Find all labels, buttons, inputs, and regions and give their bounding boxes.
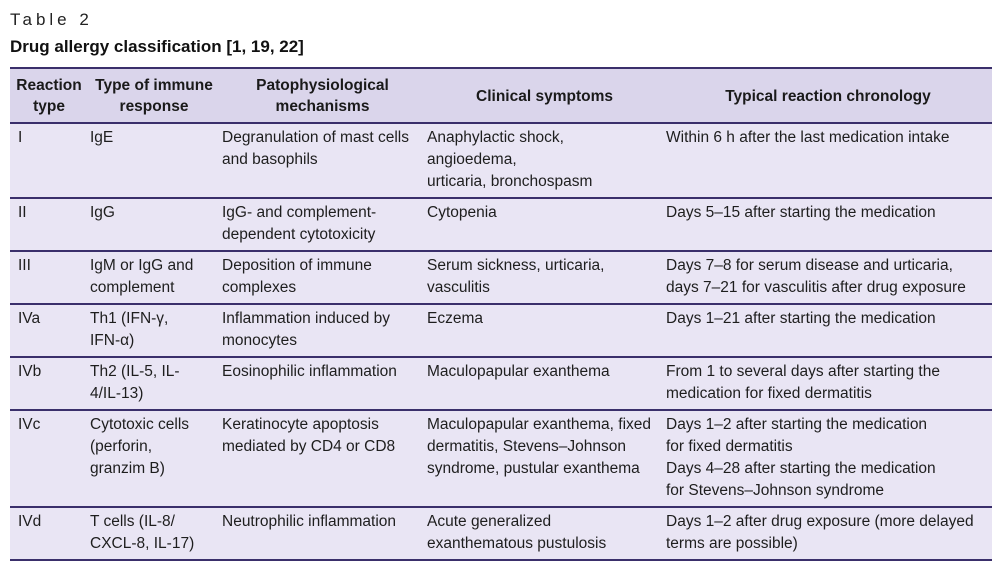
cell-reaction-type <box>10 507 88 560</box>
table-row <box>10 410 992 507</box>
column-header-chronology <box>664 68 992 123</box>
cell-text-line: Th1 (IFN-γ, <box>90 310 169 327</box>
cell-chronology <box>664 507 992 560</box>
cell-text-line: Within 6 h after the last medication intake <box>666 129 950 146</box>
cell-text-line: IgM or IgG and <box>90 257 194 274</box>
cell-immune-response <box>88 410 220 507</box>
table-row <box>10 507 992 560</box>
cell-chronology <box>664 357 992 410</box>
column-header-clinical-symptoms <box>425 68 664 123</box>
cell-text-line: IgE <box>90 129 114 146</box>
cell-chronology <box>664 123 992 198</box>
cell-reaction-type <box>10 123 88 198</box>
cell-text-line: for fixed dermatitis <box>666 438 793 455</box>
cell-text-line: mediated by CD4 or CD8 <box>222 438 396 455</box>
cell-text-line: III <box>18 257 31 274</box>
cell-text-line: Acute generalized <box>427 513 552 530</box>
cell-text-line: Serum sickness, urticaria, <box>427 257 605 274</box>
cell-text-line: Inflammation induced by <box>222 310 391 327</box>
cell-reaction-type <box>10 410 88 507</box>
cell-text-line: dermatitis, Stevens–Johnson <box>427 438 627 455</box>
cell-mechanisms <box>220 410 425 507</box>
cell-text-line: Eczema <box>427 310 483 327</box>
header-text-line: Type of immune <box>95 77 213 94</box>
cell-text-line: granzim B) <box>90 460 165 477</box>
header-text-line: Clinical symptoms <box>476 87 613 105</box>
cell-mechanisms <box>220 251 425 304</box>
cell-text-line: Days 5–15 after starting the medication <box>666 204 936 221</box>
cell-text-line: From 1 to several days after starting the <box>666 363 940 380</box>
column-header-immune-response <box>88 68 220 123</box>
cell-text-line: Eosinophilic inflammation <box>222 363 397 380</box>
cell-chronology <box>664 198 992 251</box>
column-header-reaction-type <box>10 68 88 123</box>
cell-text-line: complexes <box>222 279 297 296</box>
cell-clinical-symptoms <box>425 304 664 357</box>
cell-chronology <box>664 304 992 357</box>
cell-chronology <box>664 410 992 507</box>
cell-text-line: dependent cytotoxicity <box>222 226 376 243</box>
cell-text-line: Cytotoxic cells <box>90 416 190 433</box>
table-row <box>10 123 992 198</box>
header-text-line: mechanisms <box>275 98 370 115</box>
cell-text-line: Days 1–2 after drug exposure (more delayed <box>666 513 974 530</box>
cell-text-line: II <box>18 204 27 221</box>
cell-text-line: IVa <box>18 310 41 327</box>
cell-reaction-type <box>10 198 88 251</box>
cell-text-line: Keratinocyte apoptosis <box>222 416 379 433</box>
cell-immune-response <box>88 198 220 251</box>
cell-text-line: IFN-α) <box>90 332 135 349</box>
cell-text-line: monocytes <box>222 332 297 349</box>
cell-text-line: (perforin, <box>90 438 153 455</box>
cell-text-line: Days 1–21 after starting the medication <box>666 310 936 327</box>
header-text-line: response <box>119 98 189 115</box>
cell-text-line: IgG <box>90 204 115 221</box>
cell-clinical-symptoms <box>425 410 664 507</box>
table-row <box>10 198 992 251</box>
column-header-mechanisms <box>220 68 425 123</box>
table-body <box>10 123 992 560</box>
cell-text-line: syndrome, pustular exanthema <box>427 460 640 477</box>
cell-clinical-symptoms <box>425 123 664 198</box>
cell-text-line: urticaria, bronchospasm <box>427 173 593 190</box>
cell-text-line: Neutrophilic inflammation <box>222 513 397 530</box>
cell-text-line: for Stevens–Johnson syndrome <box>666 482 884 499</box>
cell-text-line: Anaphylactic shock, angioedema, <box>427 129 564 168</box>
cell-text-line: Days 7–8 for serum disease and urticaria, <box>666 257 953 274</box>
cell-immune-response <box>88 507 220 560</box>
cell-mechanisms <box>220 507 425 560</box>
cell-text-line: IgG- and complement- <box>222 204 377 221</box>
cell-text-line: exanthematous pustulosis <box>427 535 607 552</box>
drug-allergy-table <box>10 67 992 561</box>
cell-text-line: Cytopenia <box>427 204 497 221</box>
cell-text-line: and basophils <box>222 151 318 168</box>
cell-text-line: Days 4–28 after starting the medication <box>666 460 936 477</box>
cell-reaction-type <box>10 251 88 304</box>
header-text-line: Reaction <box>16 77 82 94</box>
cell-text-line: 4/IL-13) <box>90 385 144 402</box>
header-text-line: type <box>33 98 65 115</box>
cell-text-line: Deposition of immune <box>222 257 372 274</box>
cell-text-line: CXCL-8, IL-17) <box>90 535 195 552</box>
table-title: Drug allergy classification [1, 19, 22] <box>10 37 304 56</box>
table-row <box>10 304 992 357</box>
table-header-row <box>10 68 992 123</box>
cell-text-line: IVc <box>18 416 41 433</box>
cell-text-line: days 7–21 for vasculitis after drug exposure <box>666 279 966 296</box>
cell-mechanisms <box>220 304 425 357</box>
cell-mechanisms <box>220 123 425 198</box>
cell-text-line: Maculopapular exanthema, fixed <box>427 416 652 433</box>
cell-reaction-type <box>10 304 88 357</box>
cell-immune-response <box>88 357 220 410</box>
cell-mechanisms <box>220 198 425 251</box>
cell-text-line: terms are possible) <box>666 535 798 552</box>
header-text-line: Typical reaction chronology <box>725 87 931 105</box>
cell-text-line: medication for fixed dermatitis <box>666 385 872 402</box>
table-row <box>10 357 992 410</box>
header-text-line: Patophysiological <box>256 77 389 94</box>
cell-text-line: vasculitis <box>427 279 490 296</box>
cell-text-line: Degranulation of mast cells <box>222 129 409 146</box>
cell-clinical-symptoms <box>425 357 664 410</box>
table-number-label: Table 2 <box>10 10 93 29</box>
cell-immune-response <box>88 123 220 198</box>
cell-clinical-symptoms <box>425 251 664 304</box>
cell-text-line: IVb <box>18 363 42 380</box>
cell-text-line: complement <box>90 279 175 296</box>
cell-immune-response <box>88 251 220 304</box>
cell-clinical-symptoms <box>425 198 664 251</box>
cell-text-line: Maculopapular exanthema <box>427 363 610 380</box>
cell-text-line: T cells (IL-8/ <box>90 513 175 530</box>
cell-chronology <box>664 251 992 304</box>
cell-text-line: I <box>18 129 23 146</box>
table-row <box>10 251 992 304</box>
cell-text-line: IVd <box>18 513 42 530</box>
cell-mechanisms <box>220 357 425 410</box>
cell-clinical-symptoms <box>425 507 664 560</box>
cell-text-line: Th2 (IL-5, IL- <box>90 363 180 380</box>
cell-text-line: Days 1–2 after starting the medication <box>666 416 928 433</box>
cell-immune-response <box>88 304 220 357</box>
cell-reaction-type <box>10 357 88 410</box>
